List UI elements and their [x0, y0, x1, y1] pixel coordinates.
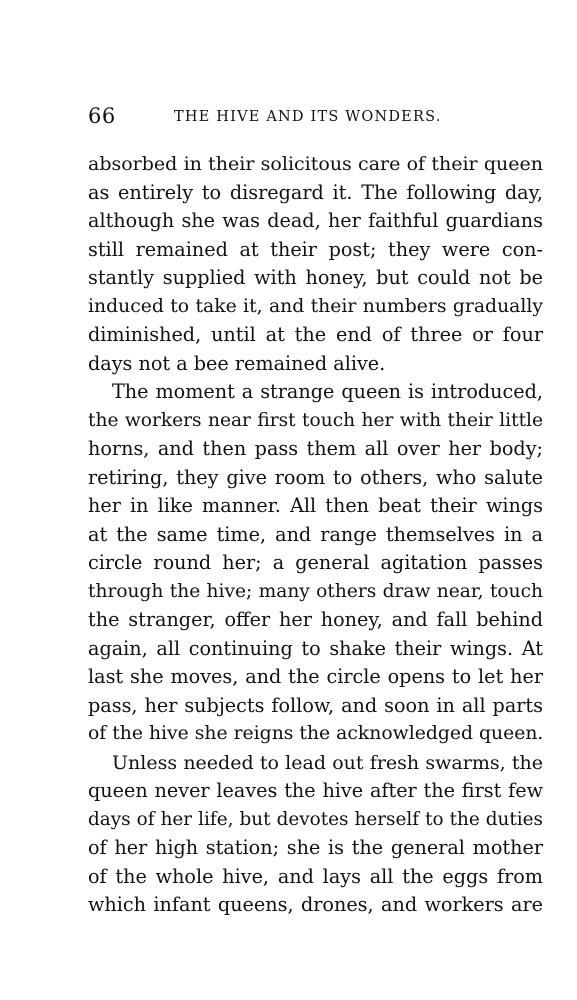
text-line: diminished, until at the end of three or four — [88, 323, 543, 346]
text-line: although she was dead, her faithful guardians — [88, 209, 543, 232]
text-line: the stranger, offer her honey, and fall behind — [88, 608, 543, 631]
text-line: at the same time, and range themselves in a — [88, 522, 543, 546]
text-line: the workers near first touch her with their little — [88, 409, 543, 431]
text-line: of her high station; she is the general mother — [88, 836, 543, 859]
text-line: Unless needed to lead out fresh swarms, the — [112, 751, 543, 774]
page-number: 66 — [88, 104, 116, 128]
text-line: as entirely to disregard it. The following day, — [88, 180, 543, 204]
text-line: days of her life, but devotes herself to the duties — [88, 808, 543, 830]
running-title: THE HIVE AND ITS WONDERS. — [174, 109, 442, 125]
text-line: her in like manner. All then beat their wings — [88, 494, 543, 517]
text-line: circle round her; a general agitation passes — [88, 551, 543, 574]
text-line: again, all continuing to shake their wings. At — [88, 636, 543, 660]
text-line: last she moves, and the circle opens to let her — [88, 665, 543, 688]
text-line: still remained at their post; they were con- — [88, 237, 543, 261]
text-line: horns, and then pass them all over her body; — [88, 437, 543, 460]
text-line: which infant queens, drones, and workers are — [88, 893, 543, 916]
text-line: absorbed in their solicitous care of their queen — [88, 153, 543, 175]
text-line: retiring, they give room to others, who salute — [88, 465, 543, 489]
text-line: pass, her subjects follow, and soon in all parts — [88, 693, 543, 717]
text-line: stantly supplied with honey, but could not be — [88, 266, 543, 289]
text-line: of the whole hive, and lays all the eggs from — [88, 864, 543, 888]
body-text — [88, 150, 543, 920]
text-line: The moment a strange queen is introduced, — [112, 380, 543, 403]
running-head — [88, 104, 540, 134]
text-line: queen never leaves the hive after the first few — [88, 779, 543, 802]
text-line: induced to take it, and their numbers gradually — [88, 295, 543, 317]
text-line: days not a bee remained alive. — [88, 351, 386, 375]
text-line: of the hive she reigns the acknowledged queen. — [88, 723, 544, 744]
text-line: through the hive; many others draw near, touch — [88, 580, 543, 602]
